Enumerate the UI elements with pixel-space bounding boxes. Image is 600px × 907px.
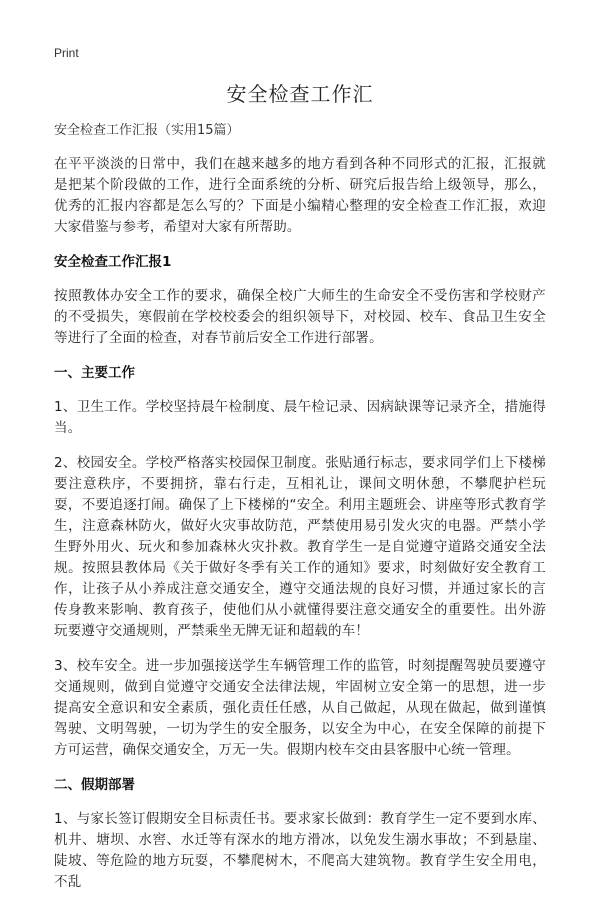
main-work-item-3: 3、校车安全。进一步加强接送学生车辆管理工作的监管，时刻提醒驾驶员要遵守交通规则，做到自觉遵守交通安全法律法规，牢固树立安全第一的思想，进一步提高安全意识和安全素质，强化责任任感，从自己做起，从现在做起，做到谨慎驾驶、文明驾驶，一切为学生的安全服务，以安全为中心，在安全保障的前提下方可运营，确保交通安全，万无一失。假期内校车交由县客服中心统一管理。 xyxy=(54,658,546,758)
section-heading-main-work: 一、主要工作 xyxy=(54,365,135,381)
print-link[interactable]: Print xyxy=(54,46,79,60)
report-1-paragraph: 按照教体办安全工作的要求，确保全校广大师生的生命安全不受伤害和学校财产的不受损失，寒假前在学校校委会的组织领导下，对校园、校车、食品卫生安全等进行了全面的检查，对春节前后安全工作进行部署。 xyxy=(54,288,546,346)
article-subtitle: 安全检查工作汇报（实用15篇） xyxy=(54,123,240,138)
page-title: 安全检查工作汇 xyxy=(226,82,374,106)
main-work-item-2: 2、校园安全。学校严格落实校园保卫制度。张贴通行标志，要求同学们上下楼梯要注意秩序，不要拥挤，靠右行走，互相礼让，课间文明休憩，不攀爬护栏玩耍，不要追逐打闹。确保了上下楼梯的“安全。利用主题班会、讲座等形式教育学生，注意森林防火，做好火灾事故防范，严禁使用易引发火灾的电器。严禁小学生野外用火、玩火和参加森林火灾扑救。教育学生一是自觉遵守道路交通安全法规。按照县教体局《关于做好冬季有关工作的通知》要求，时刻做好安全教育工作，让孩子从小养成注意交通安全，遵守交通法规的良好习惯，并通过家长的言传身教来影响、教育孩子，使他们从小就懂得要注意交通安全的重要性。出外游玩要遵守交通规则，严禁乘坐无牌无证和超载的车！ xyxy=(54,455,546,639)
section-heading-report-1: 安全检查工作汇报1 xyxy=(54,254,172,270)
article-body xyxy=(54,122,546,907)
intro-paragraph: 在平平淡淡的日常中，我们在越来越多的地方看到各种不同形式的汇报，汇报就是把某个阶段做的工作，进行全面系统的分析、研究后报告给上级领导，那么，优秀的汇报内容都是怎么写的？下面是小编精心整理的安全检查工作汇报，欢迎大家借鉴与参考，希望对大家有所帮助。 xyxy=(54,156,546,235)
holiday-item-1: 1、与家长签订假期安全目标责任书。要求家长做到：教育学生一定不要到水库、机井、塘坝、水窖、水迁等有深水的地方滑冰，以免发生溺水事故；不到悬崖、陡坡、等危险的地方玩耍，不攀爬树木，不爬高大建筑物。教育学生安全用电，不乱 xyxy=(54,811,546,890)
main-work-item-1: 1、卫生工作。学校坚持晨午检制度、晨午检记录、因病缺课等记录齐全，措施得当。 xyxy=(54,399,546,436)
section-heading-holiday: 二、假期部署 xyxy=(54,777,135,793)
